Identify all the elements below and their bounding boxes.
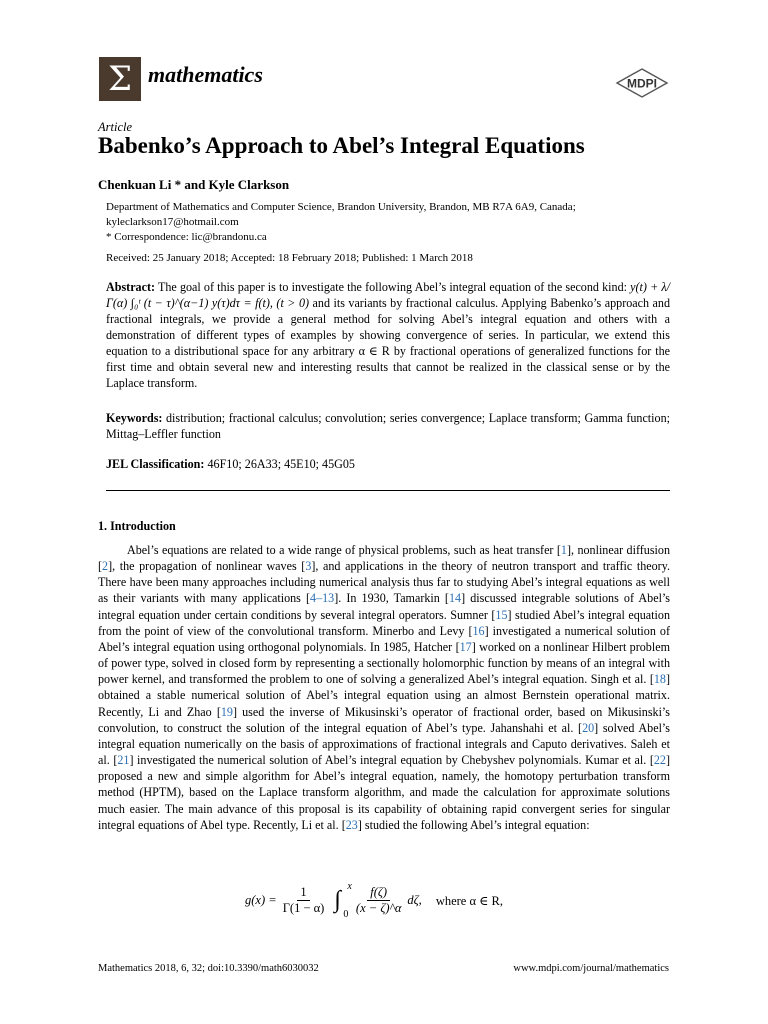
intro-text: ] studied Abel’s integral equation from the point of view of the convolutional transform. Minerbo and Levy [ bbox=[98, 607, 670, 638]
intro-text: ] worked on a nonlinear Hilbert problem of power type, solved in closed form by representing a sectionally holomorphic function by means of an integral with power kernel, and transformed the problem to one of solving a generalized Abel’s integral equation. Singh et al. [ bbox=[98, 639, 670, 687]
intro-text: ], nonlinear diffusion [ bbox=[98, 543, 670, 574]
footer-citation: Mathematics 2018, 6, 32; doi:10.3390/math6030032 bbox=[98, 963, 319, 974]
publication-dates: Received: 25 January 2018; Accepted: 18 February 2018; Published: 1 March 2018 bbox=[106, 252, 473, 264]
abstract bbox=[106, 279, 670, 391]
article-type: Article bbox=[98, 120, 133, 134]
eq-upper-limit: x bbox=[347, 881, 352, 892]
citation-link[interactable]: 19 bbox=[220, 704, 233, 719]
authors: Chenkuan Li * and Kyle Clarkson bbox=[98, 177, 290, 192]
intro-text: ] obtained a stable numerical solution of Abel’s integral equation using an almost Bernstein operational matrix. Recently, Li and Zhao [ bbox=[98, 672, 670, 719]
display-equation bbox=[245, 881, 503, 920]
eq-tail: dζ, bbox=[407, 893, 422, 907]
abstract-label: Abstract: bbox=[106, 280, 156, 294]
citation-link[interactable]: 16 bbox=[472, 623, 485, 638]
eq-lower-limit: 0 bbox=[343, 909, 349, 920]
jel-classification bbox=[106, 457, 355, 472]
eq-integrand bbox=[353, 885, 404, 916]
divider bbox=[106, 490, 670, 491]
keywords bbox=[106, 410, 670, 442]
keywords-label: Keywords: bbox=[106, 411, 163, 425]
intro-text: ] used the inverse of Mikusinski’s operator of fractional order, based on Mikusinski’s convolution, to construct the solution of the integral equation of Abel’s type. Jahanshahi et al. [ bbox=[98, 704, 670, 735]
intro-text: ] studied the following Abel’s integral equation: bbox=[357, 817, 590, 832]
citation-link[interactable]: 3 bbox=[305, 559, 312, 574]
introduction-body bbox=[98, 542, 670, 833]
citation-link[interactable]: 15 bbox=[495, 607, 508, 622]
citation-link[interactable]: 1 bbox=[560, 543, 567, 557]
mdpi-logo-text: MDPI bbox=[627, 76, 657, 91]
journal-logo: Σ bbox=[99, 57, 141, 101]
eq-coefficient bbox=[280, 885, 328, 916]
mdpi-logo bbox=[615, 68, 669, 98]
intro-text: ], and applications in the theory of neutron transport and traffic theory. There have been many approaches including numerical analysis thus far to studying Abel’s integral equations as well as their variants with many applications [ bbox=[98, 559, 670, 606]
keywords-text: distribution; fractional calculus; convolution; series convergence; Laplace transform; Gamma function; Mittag–Leffler function bbox=[106, 411, 670, 441]
eq-coef-num: 1 bbox=[297, 885, 309, 901]
eq-lhs: g(x) = bbox=[245, 893, 277, 907]
affiliation-block bbox=[106, 200, 576, 245]
citation-link[interactable]: 4–13 bbox=[310, 591, 335, 606]
footer-url[interactable]: www.mdpi.com/journal/mathematics bbox=[513, 963, 669, 974]
abstract-text-1: The goal of this paper is to investigate the following Abel’s integral equation of the second kind: bbox=[157, 280, 627, 294]
intro-paragraph bbox=[98, 542, 670, 833]
citation-link[interactable]: 20 bbox=[582, 720, 595, 735]
author-email[interactable]: kyleclarkson17@hotmail.com bbox=[106, 216, 239, 228]
intro-text: ], the propagation of nonlinear waves [ bbox=[108, 559, 306, 574]
intro-text: ]. In 1930, Tamarkin [ bbox=[334, 591, 449, 606]
journal-name: mathematics bbox=[148, 62, 263, 87]
eq-int-num: f(ζ) bbox=[367, 885, 390, 901]
eq-coef-den: Γ(1 − α) bbox=[282, 901, 325, 915]
affiliation: Department of Mathematics and Computer Science, Brandon University, Brandon, MB R7A 6A9, Canada; bbox=[106, 201, 576, 213]
integral-sign: ∫ x 0 bbox=[334, 881, 352, 920]
intro-text: ] solved Abel’s integral equation numerically on the basis of approximations of fractional integrals and Caputo derivatives. Saleh et al. [ bbox=[98, 720, 670, 768]
intro-text: ] investigated the numerical solution of Abel’s integral equation by Chebyshev polynomials. Kumar et al. [ bbox=[129, 753, 654, 768]
citation-link[interactable]: 22 bbox=[653, 753, 666, 768]
intro-text: ] proposed a new and simple algorithm for Abel’s integral equation, namely, the homotopy perturbation transform method (HPTM), based on the Laplace transform algorithm, and made the calculation for approximate solutions much easier. The main advance of this proposal is its capability of obtaining rapid convergent series for singular integral equations of Abel type. Recently, Li et al. [ bbox=[98, 753, 670, 832]
eq-where: where α ∈ R, bbox=[435, 893, 503, 908]
intro-text: ] discussed integrable solutions of Abel’s integral equation under certain conditions by several integral operators. Sumner [ bbox=[98, 591, 671, 622]
abstract-equation: y(t) + λ/Γ(α) ∫₀ᵗ (t − τ)^(α−1) y(τ)dτ = f(t), (t > 0) bbox=[106, 280, 671, 310]
jel-label: JEL Classification: bbox=[106, 457, 205, 471]
eq-int-den: (x − ζ)^α bbox=[355, 901, 402, 915]
citation-link[interactable]: 21 bbox=[117, 753, 130, 768]
citation-link[interactable]: 23 bbox=[345, 817, 358, 832]
citation-link[interactable]: 14 bbox=[448, 591, 462, 606]
correspondence: * Correspondence: lic@brandonu.ca bbox=[106, 231, 267, 243]
citation-link[interactable]: 2 bbox=[102, 559, 109, 574]
jel-codes: 46F10; 26A33; 45E10; 45G05 bbox=[207, 457, 355, 471]
section-heading: 1. Introduction bbox=[98, 519, 176, 533]
citation-link[interactable]: 18 bbox=[653, 672, 666, 687]
citation-link[interactable]: 17 bbox=[459, 639, 472, 654]
intro-text: Abel’s equations are related to a wide range of physical problems, such as heat transfer [ bbox=[127, 543, 561, 557]
paper-title: Babenko’s Approach to Abel’s Integral Equations bbox=[98, 133, 585, 158]
intro-text: ] investigated a numerical solution of Abel’s integral equation using orthogonal polynomials. In 1985, Hatcher [ bbox=[98, 623, 670, 654]
abstract-text-2: and its variants by fractional calculus. Applying Babenko’s approach and fractional integrals, we provide a general method for solving Abel’s integral equation and others with a demonstration of different types of examples by showing convergence of series. In particular, we extend this equation to a distributional space for any arbitrary α ∈ R by fractional operations of generalized functions for the first time and obtain several new and interesting results that cannot be realized in the classical sense or by the Laplace transform. bbox=[106, 296, 671, 390]
